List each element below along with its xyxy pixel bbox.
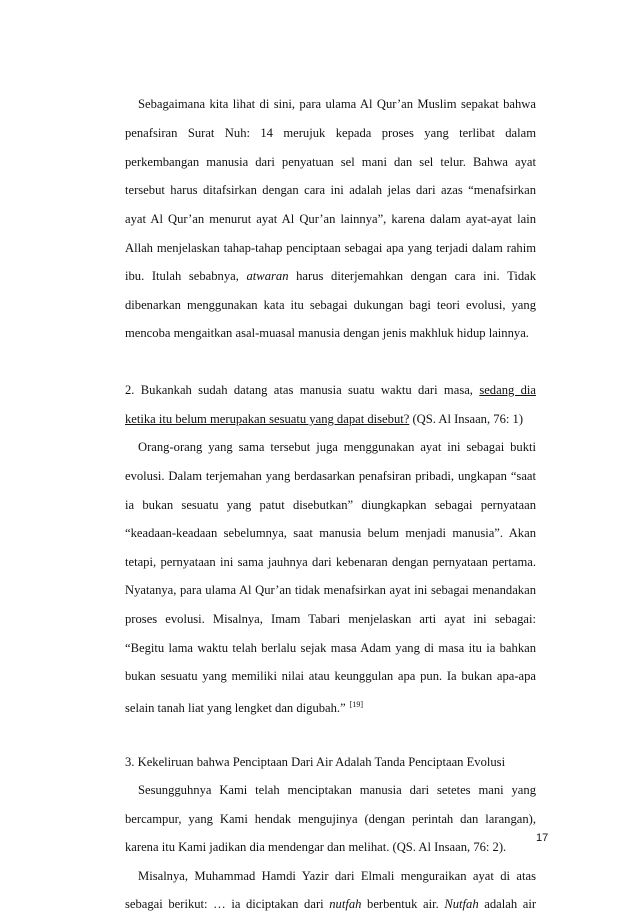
body-line: Sebagaimana kita lihat di sini, para ulama Al Qur’an Muslim sepakat bahwa bbox=[138, 97, 536, 111]
body-line: Allah menjelaskan tahap-tahap penciptaan sebagai apa yang terjadi dalam rahim bbox=[125, 241, 536, 255]
italic-term: atwaran bbox=[246, 269, 289, 283]
quote-line bbox=[125, 411, 536, 427]
body-line: “Begitu lama waktu telah berlalu sejak masa Adam yang di masa itu ia bahkan bbox=[125, 641, 536, 655]
text-run: 2. Bukankah sudah datang atas manusia suatu waktu dari masa, bbox=[125, 383, 473, 397]
body-line: tersebut harus ditafsirkan dengan cara ini adalah jelas dari azas “menafsirkan bbox=[125, 183, 536, 197]
body-line: penafsiran Surat Nuh: 14 merujuk kepada proses yang terlibat dalam bbox=[125, 126, 536, 140]
page-number: 17 bbox=[536, 832, 549, 844]
body-line: perkembangan manusia dari penyatuan sel mani dan sel telur. Bahwa ayat bbox=[125, 155, 536, 169]
text-run: sebagai berikut: … ia diciptakan dari bbox=[125, 897, 324, 911]
body-line bbox=[125, 697, 536, 713]
body-line: bukan sesuatu yang memiliki nilai atau keunggulan apa pun. Ia bukan apa-apa bbox=[125, 669, 536, 683]
body-line: Orang-orang yang sama tersebut juga menggunakan ayat ini sebagai bukti bbox=[138, 440, 536, 454]
text-run: ibu. Itulah sebabnya, bbox=[125, 269, 239, 283]
body-line: Sesungguhnya Kami telah menciptakan manusia dari setetes mani yang bbox=[138, 783, 536, 797]
body-line: tetapi, pernyataan ini sama jauhnya dari kebenaran dengan pernyataan pertama. bbox=[125, 555, 536, 569]
body-line: Nyatanya, para ulama Al Qur’an tidak menafsirkan ayat ini sebagai menandakan bbox=[125, 583, 536, 597]
body-line: bercampur, yang Kami hendak mengujinya (dengan perintah dan larangan), bbox=[125, 812, 536, 826]
italic-term: nutfah bbox=[329, 897, 362, 911]
quote-line bbox=[125, 382, 536, 398]
body-line: dibenarkan menggunakan kata itu sebagai dukungan bagi teori evolusi, yang bbox=[125, 298, 536, 312]
body-line: ia bukan sesuatu yang patut disebutkan” diungkapkan sebagai pernyataan bbox=[125, 498, 536, 512]
body-line bbox=[125, 896, 536, 912]
body-line: Misalnya, Muhammad Hamdi Yazir dari Elmali menguraikan ayat di atas bbox=[138, 869, 536, 883]
text-run: selain tanah liat yang lengket dan digubah.” bbox=[125, 701, 346, 715]
body-line: karena itu Kami jadikan dia mendengar dan melihat. (QS. Al Insaan, 76: 2). bbox=[125, 840, 507, 854]
underlined-quote: ketika itu belum merupakan sesuatu yang dapat disebut? bbox=[125, 412, 410, 426]
body-line: proses evolusi. Misalnya, Imam Tabari menjelaskan arti ayat ini sebagai: bbox=[125, 612, 536, 626]
section-heading: 3. Kekeliruan bahwa Penciptaan Dari Air Adalah Tanda Penciptaan Evolusi bbox=[125, 755, 506, 769]
body-line: mencoba mengaitkan asal-muasal manusia dengan jenis makhluk hidup lainnya. bbox=[125, 326, 529, 340]
body-line: “keadaan-keadaan sebelumnya, saat manusia belum menjadi manusia”. Akan bbox=[125, 526, 536, 540]
body-line: evolusi. Dalam terjemahan yang berdasarkan penafsiran pribadi, ungkapan “saat bbox=[125, 469, 536, 483]
italic-term: Nutfah bbox=[444, 897, 479, 911]
footnote-reference: [19] bbox=[349, 700, 363, 709]
text-run: adalah air bbox=[484, 897, 537, 911]
citation: (QS. Al Insaan, 76: 1) bbox=[409, 412, 524, 426]
body-line: ayat Al Qur’an menurut ayat Al Qur’an lainnya”, karena dalam ayat-ayat lain bbox=[125, 212, 536, 226]
text-run: harus diterjemahkan dengan cara ini. Tidak bbox=[296, 269, 537, 283]
body-line bbox=[125, 268, 536, 284]
text-run: berbentuk air. bbox=[367, 897, 439, 911]
underlined-quote: sedang dia bbox=[479, 383, 537, 397]
